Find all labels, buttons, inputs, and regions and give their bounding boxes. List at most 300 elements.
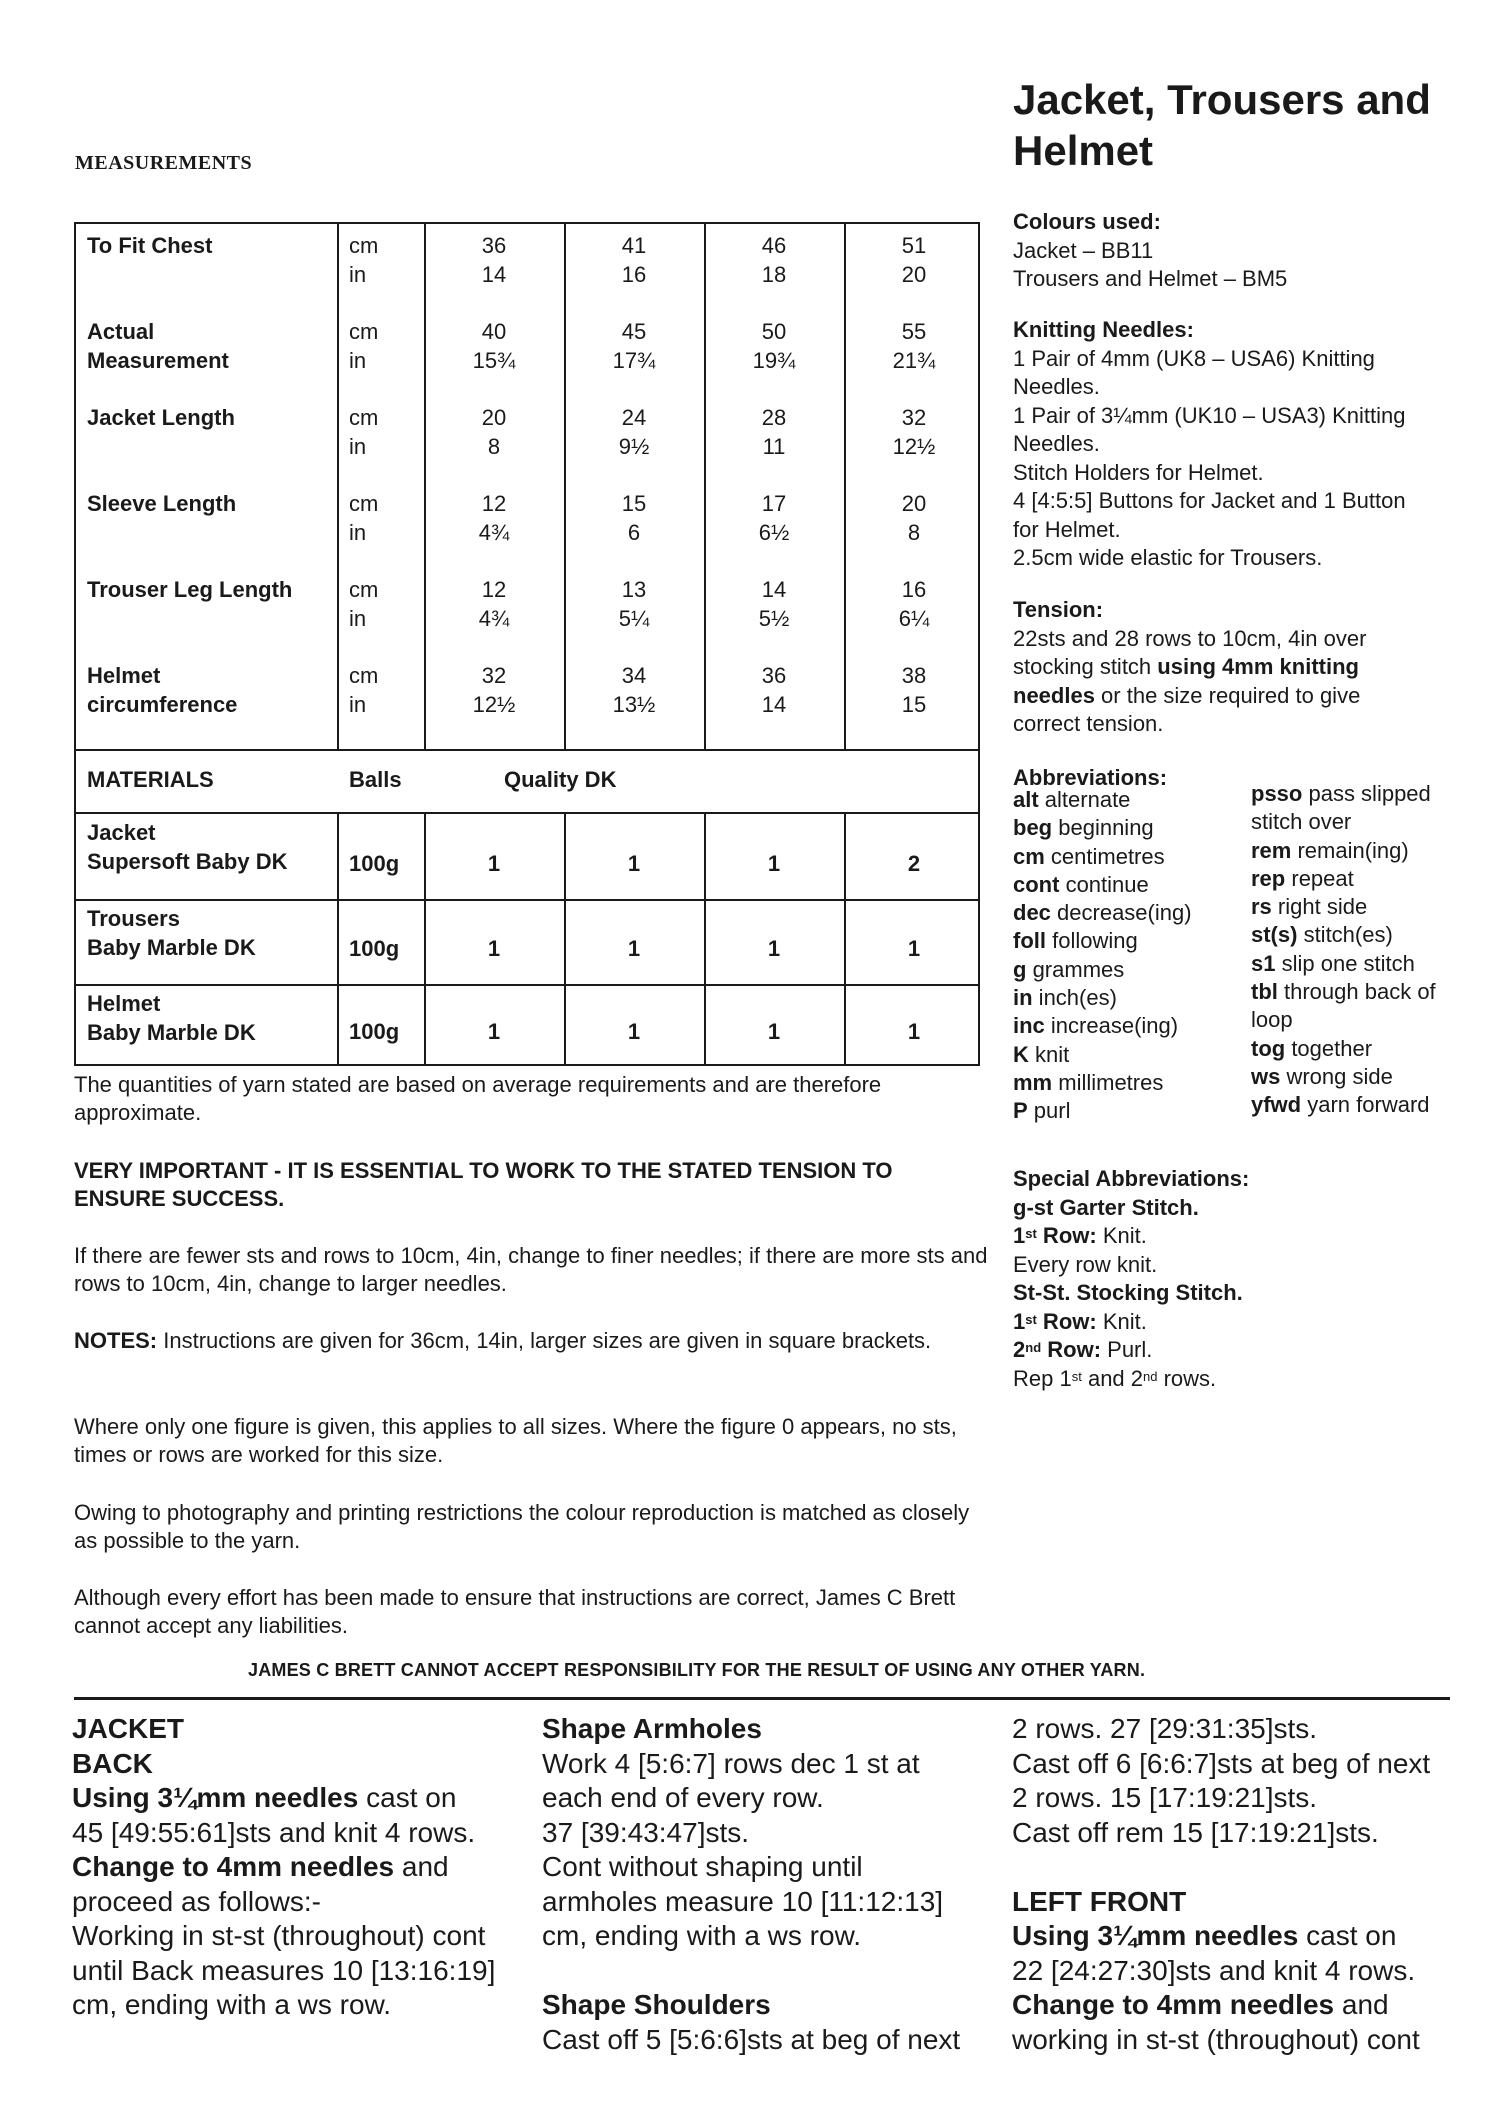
- cm-value: 20: [481, 405, 507, 430]
- abbr: P: [1013, 1098, 1028, 1124]
- liability-note: Although every effort has been made to ensure that instructions are correct, James C Brett cannot accept any liabilities.: [74, 1585, 956, 1638]
- ball-count: 1: [907, 1019, 921, 1044]
- cm-value: 12: [481, 491, 507, 516]
- value-cell: [846, 661, 982, 719]
- value-cell: [566, 575, 702, 633]
- instruction-line: Cast off 6 [6:6:7]sts at beg of next: [1012, 1747, 1431, 1779]
- instruction-line: 37 [39:43:47]sts.: [542, 1816, 750, 1848]
- abbreviation-item: [1013, 956, 1192, 984]
- row-number: 1: [1013, 1308, 1026, 1334]
- cm-value: 28: [761, 405, 787, 430]
- cm-value: 13: [621, 577, 647, 602]
- in-value: 12½: [892, 434, 936, 459]
- instruction-line: 2 rows. 27 [29:31:35]sts.: [1012, 1713, 1318, 1744]
- spacer: [1012, 1850, 1452, 1885]
- abbreviation-item: [1251, 1091, 1436, 1119]
- stocking-row-1: [1013, 1308, 1473, 1337]
- label-line: Helmet: [87, 663, 161, 688]
- unit-cell: [349, 317, 378, 375]
- value-cell: [846, 317, 982, 375]
- weight-cell: 100g: [349, 851, 400, 876]
- value-cell: [566, 231, 702, 289]
- row-text: Knit.: [1096, 1308, 1147, 1334]
- abbreviation-item: [1013, 1012, 1192, 1040]
- abbr-meaning: grammes: [1026, 956, 1125, 982]
- unit-cm: cm: [349, 491, 379, 516]
- garter-stitch-title: g-st Garter Stitch.: [1013, 1194, 1199, 1220]
- tension-heading: Tension:: [1013, 597, 1104, 622]
- needles-line: 1 Pair of 3¼mm (UK10 – USA3) Knitting: [1013, 402, 1406, 428]
- ball-count: 2: [907, 851, 921, 876]
- abbr-meaning: millimetres: [1052, 1069, 1164, 1095]
- row-number: 1: [1013, 1223, 1026, 1248]
- row-label: Row:: [1036, 1223, 1097, 1248]
- in-value: 6: [627, 520, 641, 545]
- colour-line: Trousers and Helmet – BM5: [1013, 266, 1288, 291]
- instruction-line: Cast off rem 15 [17:19:21]sts.: [1012, 1816, 1379, 1848]
- in-value: 15¾: [472, 348, 516, 373]
- cm-value: 12: [481, 577, 507, 602]
- row-label: Row:: [1036, 1308, 1097, 1334]
- cm-value: 45: [621, 319, 647, 344]
- in-value: 18: [761, 262, 787, 287]
- ordinal: st: [1071, 1368, 1082, 1384]
- value-cell: [706, 489, 842, 547]
- in-value: 5½: [758, 606, 790, 631]
- row-text: Purl.: [1101, 1337, 1153, 1362]
- abbr: rs: [1251, 894, 1272, 920]
- unit-in: in: [349, 520, 367, 545]
- ordinal: nd: [1143, 1368, 1158, 1384]
- instruction-line: [1012, 1988, 1452, 2023]
- value-cell: [426, 661, 562, 719]
- instruction-text: and: [1334, 1989, 1389, 2020]
- abbreviation-item: [1013, 1069, 1192, 1097]
- value-cell: [706, 231, 842, 289]
- weight-cell: 100g: [349, 1019, 400, 1044]
- abbr-meaning: purl: [1027, 1098, 1071, 1124]
- tension-section: [1013, 596, 1473, 739]
- abbr: beg: [1013, 815, 1053, 841]
- unit-in: in: [349, 606, 367, 631]
- unit-cm: cm: [349, 577, 379, 602]
- ball-count: 1: [627, 936, 641, 961]
- instruction-line: 22 [24:27:30]sts and knit 4 rows.: [1012, 1954, 1416, 1986]
- label-line: circumference: [87, 692, 238, 717]
- row-label: [87, 575, 327, 604]
- abbreviation-item: [1251, 950, 1436, 978]
- instruction-line: 2 rows. 15 [17:19:21]sts.: [1012, 1782, 1318, 1813]
- in-value: 4¾: [478, 520, 510, 545]
- in-value: 20: [901, 262, 927, 287]
- in-value: 5¼: [618, 606, 650, 631]
- unit-cm: cm: [349, 663, 379, 688]
- colours-heading: Colours used:: [1013, 209, 1161, 234]
- in-value: 4¾: [478, 606, 510, 631]
- abbr-meaning: increase(ing): [1044, 1013, 1179, 1039]
- needles-line: 2.5cm wide elastic for Trousers.: [1013, 545, 1323, 570]
- instruction-line: working in st-st (throughout) cont: [1012, 2023, 1420, 2055]
- value-cell: [706, 317, 842, 375]
- notes-text: Instructions are given for 36cm, 14in, larger sizes are given in square brackets.: [157, 1328, 932, 1353]
- instruction-line: each end of every row.: [542, 1782, 824, 1813]
- armholes-shoulders-instructions: [542, 1712, 982, 2057]
- row-text: Knit.: [1096, 1223, 1147, 1248]
- in-value: 19¾: [752, 348, 796, 373]
- abbr: tog: [1251, 1035, 1286, 1061]
- section-heading: BACK: [72, 1747, 153, 1779]
- in-value: 21¾: [892, 348, 936, 373]
- unit-cell: [349, 403, 378, 461]
- abbreviation-item: [1013, 1041, 1192, 1069]
- table-divider: [76, 899, 978, 901]
- instruction-line: [1012, 1919, 1452, 1954]
- abbr-meaning: through back of: [1277, 979, 1436, 1005]
- cm-value: 17: [761, 491, 787, 516]
- garter-row: [1013, 1222, 1473, 1251]
- row-label: [87, 231, 327, 260]
- repeat-text: and 2: [1081, 1365, 1144, 1391]
- abbr: alt: [1013, 787, 1039, 812]
- row-number: 2: [1013, 1337, 1026, 1362]
- abbr-meaning: together: [1285, 1035, 1373, 1061]
- instruction-emphasis: Using 3¼mm needles: [1012, 1920, 1299, 1951]
- ordinal: nd: [1025, 1340, 1042, 1355]
- abbreviation-item: [1013, 899, 1192, 927]
- abbreviation-item: [1251, 921, 1436, 949]
- instruction-line: armholes measure 10 [11:12:13]: [542, 1885, 944, 1917]
- instruction-line: cm, ending with a ws row.: [542, 1920, 862, 1951]
- table-divider: [76, 984, 978, 986]
- notes-paragraph: [74, 1327, 934, 1355]
- tension-emphasis: using 4mm knitting: [1157, 654, 1359, 679]
- material-label: [87, 818, 327, 876]
- in-value: 17¾: [612, 348, 656, 373]
- table-divider: [76, 749, 978, 751]
- value-cell: [706, 403, 842, 461]
- section-heading: LEFT FRONT: [1012, 1885, 1187, 1917]
- abbr-meaning: slip one stitch: [1275, 950, 1415, 976]
- abbr-meaning: knit: [1028, 1041, 1070, 1067]
- one-figure-note: Where only one figure is given, this applies to all sizes. Where the figure 0 appears, no sts, times or rows are worked for this size.: [74, 1414, 957, 1467]
- ordinal: st: [1025, 1311, 1037, 1327]
- needles-line: 1 Pair of 4mm (UK8 – USA6) Knitting: [1013, 345, 1375, 371]
- abbr: rem: [1251, 837, 1292, 863]
- abbr: cm: [1013, 843, 1045, 869]
- row-label: [87, 489, 327, 518]
- instruction-line: 45 [49:55:61]sts and knit 4 rows.: [72, 1816, 476, 1848]
- instruction-line: cm, ending with a ws row.: [72, 1989, 392, 2020]
- in-value: 8: [907, 520, 921, 545]
- unit-cell: [349, 489, 378, 547]
- cm-value: 40: [481, 319, 507, 344]
- instruction-line: Cont without shaping until: [542, 1851, 863, 1882]
- cm-value: 34: [621, 663, 647, 688]
- abbreviation-item: [1013, 843, 1192, 871]
- instruction-line: Work 4 [5:6:7] rows dec 1 st at: [542, 1747, 920, 1779]
- abbreviation-item: [1251, 837, 1436, 865]
- section-heading: Shape Shoulders: [542, 1989, 771, 2020]
- yarn-disclaimer: JAMES C BRETT CANNOT ACCEPT RESPONSIBILITY FOR THE RESULT OF USING ANY OTHER YARN.: [248, 1660, 1146, 1680]
- ball-count: 1: [767, 1019, 781, 1044]
- needles-heading: Knitting Needles:: [1013, 317, 1194, 342]
- cm-value: 24: [621, 405, 647, 430]
- special-heading: Special Abbreviations:: [1013, 1166, 1250, 1191]
- cm-value: 32: [901, 405, 927, 430]
- instruction-line: Working in st-st (throughout) cont: [72, 1920, 486, 1951]
- weight-cell: 100g: [349, 936, 400, 961]
- ball-count: 1: [907, 936, 921, 961]
- table-divider: [337, 224, 339, 749]
- label-line: Sleeve Length: [87, 491, 237, 516]
- in-value: 12½: [472, 692, 516, 717]
- abbreviation-item: [1013, 1097, 1192, 1125]
- abbreviation-item: [1251, 1006, 1436, 1034]
- tension-emphasis: needles: [1013, 682, 1095, 708]
- ball-count: 1: [487, 936, 501, 961]
- instruction-emphasis: Change to 4mm needles: [72, 1851, 395, 1882]
- cm-value: 32: [481, 663, 507, 688]
- abbreviations-left: [1013, 786, 1192, 1126]
- abbr: rep: [1251, 865, 1286, 891]
- measurements-table: [74, 222, 980, 1066]
- unit-cm: cm: [349, 233, 379, 258]
- needles-section: [1013, 316, 1473, 573]
- value-cell: [426, 575, 562, 633]
- abbr-meaning: centimetres: [1044, 843, 1165, 869]
- cm-value: 55: [901, 319, 927, 344]
- needles-line: 4 [4:5:5] Buttons for Jacket and 1 Button: [1013, 488, 1406, 513]
- abbreviation-item: [1013, 786, 1192, 814]
- abbr: tbl: [1251, 979, 1278, 1005]
- abbr: yfwd: [1251, 1092, 1302, 1118]
- instruction-line: proceed as follows:-: [72, 1885, 322, 1917]
- ball-count: 1: [487, 1019, 501, 1044]
- ball-count: 1: [487, 851, 501, 876]
- abbr-meaning: yarn forward: [1301, 1092, 1430, 1118]
- label-line: Baby Marble DK: [87, 1020, 256, 1045]
- unit-cm: cm: [349, 319, 379, 344]
- special-abbreviations: [1013, 1165, 1473, 1393]
- value-cell: [426, 403, 562, 461]
- instruction-line: Cast off 5 [5:6:6]sts at beg of next: [542, 2023, 961, 2055]
- value-cell: [846, 231, 982, 289]
- abbr: dec: [1013, 900, 1051, 926]
- abbr-meaning: right side: [1271, 894, 1368, 920]
- abbr: st(s): [1251, 922, 1298, 948]
- unit-cm: cm: [349, 405, 379, 430]
- unit-cell: [349, 661, 378, 719]
- in-value: 11: [762, 434, 786, 459]
- stocking-stitch-title: St-St. Stocking Stitch.: [1013, 1280, 1243, 1305]
- value-cell: [706, 661, 842, 719]
- cm-value: 14: [761, 577, 787, 602]
- abbreviation-item: [1013, 984, 1192, 1012]
- ball-count: 1: [627, 1019, 641, 1044]
- value-cell: [426, 317, 562, 375]
- ordinal: st: [1025, 1226, 1037, 1241]
- abbr-meaning: continue: [1059, 871, 1149, 897]
- cm-value: 20: [901, 491, 927, 516]
- cm-value: 51: [901, 233, 927, 258]
- colour-line: Jacket – BB11: [1013, 237, 1154, 263]
- abbreviation-item: [1251, 1035, 1436, 1063]
- abbreviation-item: [1251, 1063, 1436, 1091]
- in-value: 6¼: [898, 606, 930, 631]
- table-divider: [76, 812, 978, 814]
- table-divider: [337, 812, 339, 1066]
- in-value: 14: [761, 692, 787, 717]
- instruction-emphasis: Change to 4mm needles: [1012, 1989, 1335, 2020]
- cm-value: 50: [761, 319, 787, 344]
- photography-note: Owing to photography and printing restrictions the colour reproduction is matched as closely as possible to the yarn.: [74, 1500, 970, 1553]
- abbr-meaning: beginning: [1052, 815, 1154, 841]
- in-value: 15: [901, 692, 927, 717]
- label-line: To Fit Chest: [87, 233, 213, 258]
- unit-in: in: [349, 348, 367, 373]
- label-line: Trousers: [87, 906, 180, 931]
- tension-text: or the size required to give: [1094, 682, 1361, 708]
- repeat-rows: [1013, 1365, 1473, 1394]
- abbr: cont: [1013, 871, 1060, 897]
- instruction-text: and: [394, 1851, 449, 1882]
- needles-line: for Helmet.: [1013, 516, 1121, 542]
- section-heading: Shape Armholes: [542, 1713, 762, 1744]
- ball-count: 1: [767, 936, 781, 961]
- label-line: Supersoft Baby DK: [87, 849, 288, 874]
- value-cell: [846, 403, 982, 461]
- abbreviation-item: [1251, 780, 1436, 808]
- in-value: 13½: [612, 692, 656, 717]
- garter-every-row: Every row knit.: [1013, 1251, 1158, 1277]
- instruction-line: until Back measures 10 [13:16:19]: [72, 1954, 496, 1986]
- abbr-meaning: following: [1046, 928, 1138, 954]
- tension-text: stocking stitch: [1013, 654, 1158, 679]
- abbreviation-item: [1251, 978, 1436, 1006]
- instruction-text: cast on: [358, 1782, 457, 1813]
- tension-advice: If there are fewer sts and rows to 10cm, 4in, change to finer needles; if there are more sts and rows to 10cm, 4in, change to larger needles.: [74, 1243, 988, 1296]
- jacket-back-instructions: [72, 1712, 512, 2023]
- measurements-heading: MEASUREMENTS: [75, 152, 253, 174]
- instruction-text: cast on: [1298, 1920, 1397, 1951]
- label-line: Actual: [87, 319, 155, 344]
- unit-cell: [349, 575, 378, 633]
- instruction-emphasis: Using 3¼mm needles: [72, 1782, 359, 1813]
- abbr: in: [1013, 985, 1033, 1011]
- spacer: [542, 1954, 982, 1989]
- label-line: Helmet: [87, 991, 161, 1016]
- value-cell: [566, 489, 702, 547]
- abbr-meaning: stitch over: [1251, 809, 1352, 835]
- value-cell: [566, 661, 702, 719]
- notes-label: NOTES:: [74, 1328, 158, 1353]
- cm-value: 36: [761, 663, 787, 688]
- material-label: [87, 904, 327, 962]
- label-line: Trouser Leg Length: [87, 577, 293, 602]
- value-cell: [566, 317, 702, 375]
- yarn-quantity-note: The quantities of yarn stated are based on average requirements and are therefore approximate.: [74, 1072, 882, 1125]
- abbreviation-item: [1251, 865, 1436, 893]
- value-cell: [706, 575, 842, 633]
- abbr: psso: [1251, 781, 1303, 806]
- unit-in: in: [349, 262, 367, 287]
- abbr: ws: [1251, 1063, 1281, 1089]
- cm-value: 16: [901, 577, 927, 602]
- label-line: Baby Marble DK: [87, 935, 256, 960]
- repeat-text: rows.: [1157, 1365, 1217, 1391]
- tension-line: [1013, 682, 1473, 711]
- instruction-line: [72, 1850, 512, 1885]
- tension-line: 22sts and 28 rows to 10cm, 4in over: [1013, 625, 1367, 651]
- in-value: 6½: [758, 520, 790, 545]
- abbr: g: [1013, 956, 1027, 982]
- colours-section: [1013, 208, 1473, 294]
- value-cell: [846, 489, 982, 547]
- label-line: Jacket Length: [87, 405, 235, 430]
- left-front-instructions: [1012, 1712, 1452, 2057]
- abbr: mm: [1013, 1069, 1053, 1095]
- unit-cell: [349, 231, 378, 289]
- cm-value: 38: [901, 663, 927, 688]
- section-divider: [74, 1697, 1450, 1700]
- abbr-meaning: loop: [1251, 1007, 1293, 1033]
- quality-heading: Quality DK: [504, 767, 617, 792]
- label-line: Jacket: [87, 820, 156, 845]
- abbreviation-item: [1013, 927, 1192, 955]
- ball-count: 1: [767, 851, 781, 876]
- abbreviation-item: [1013, 871, 1192, 899]
- cm-value: 36: [481, 233, 507, 258]
- abbr-meaning: remain(ing): [1291, 837, 1409, 863]
- row-label: [87, 661, 327, 719]
- row-label: Row:: [1041, 1337, 1102, 1362]
- materials-heading: MATERIALS: [87, 767, 214, 792]
- abbr-meaning: inch(es): [1032, 985, 1117, 1011]
- unit-in: in: [349, 692, 367, 717]
- abbreviations-right: [1251, 780, 1436, 1120]
- label-line: Measurement: [87, 348, 229, 373]
- page-title: Jacket, Trousers and Helmet: [1013, 76, 1431, 174]
- value-cell: [426, 489, 562, 547]
- abbr-meaning: decrease(ing): [1050, 900, 1192, 926]
- value-cell: [426, 231, 562, 289]
- tension-warning: VERY IMPORTANT - IT IS ESSENTIAL TO WORK TO THE STATED TENSION TO ENSURE SUCCESS.: [74, 1158, 893, 1211]
- tension-line: correct tension.: [1013, 711, 1164, 736]
- in-value: 16: [621, 262, 647, 287]
- abbr: inc: [1013, 1013, 1045, 1039]
- abbr-meaning: pass slipped: [1302, 781, 1431, 806]
- repeat-text: Rep 1: [1013, 1365, 1072, 1391]
- in-value: 14: [481, 262, 507, 287]
- abbr-meaning: wrong side: [1280, 1063, 1393, 1089]
- tension-line: [1013, 653, 1473, 682]
- abbr: s1: [1251, 950, 1276, 976]
- instruction-line: [72, 1781, 512, 1816]
- cm-value: 15: [621, 491, 647, 516]
- section-heading: JACKET: [72, 1713, 185, 1744]
- abbr-meaning: repeat: [1285, 865, 1354, 891]
- needles-line: Stitch Holders for Helmet.: [1013, 459, 1264, 485]
- ball-count: 1: [627, 851, 641, 876]
- stocking-row-2: [1013, 1336, 1473, 1365]
- value-cell: [846, 575, 982, 633]
- unit-in: in: [349, 434, 367, 459]
- in-value: 8: [487, 434, 501, 459]
- row-label: [87, 317, 327, 375]
- needles-line: Needles.: [1013, 431, 1100, 456]
- abbreviation-item: [1251, 808, 1436, 836]
- abbr: K: [1013, 1041, 1029, 1067]
